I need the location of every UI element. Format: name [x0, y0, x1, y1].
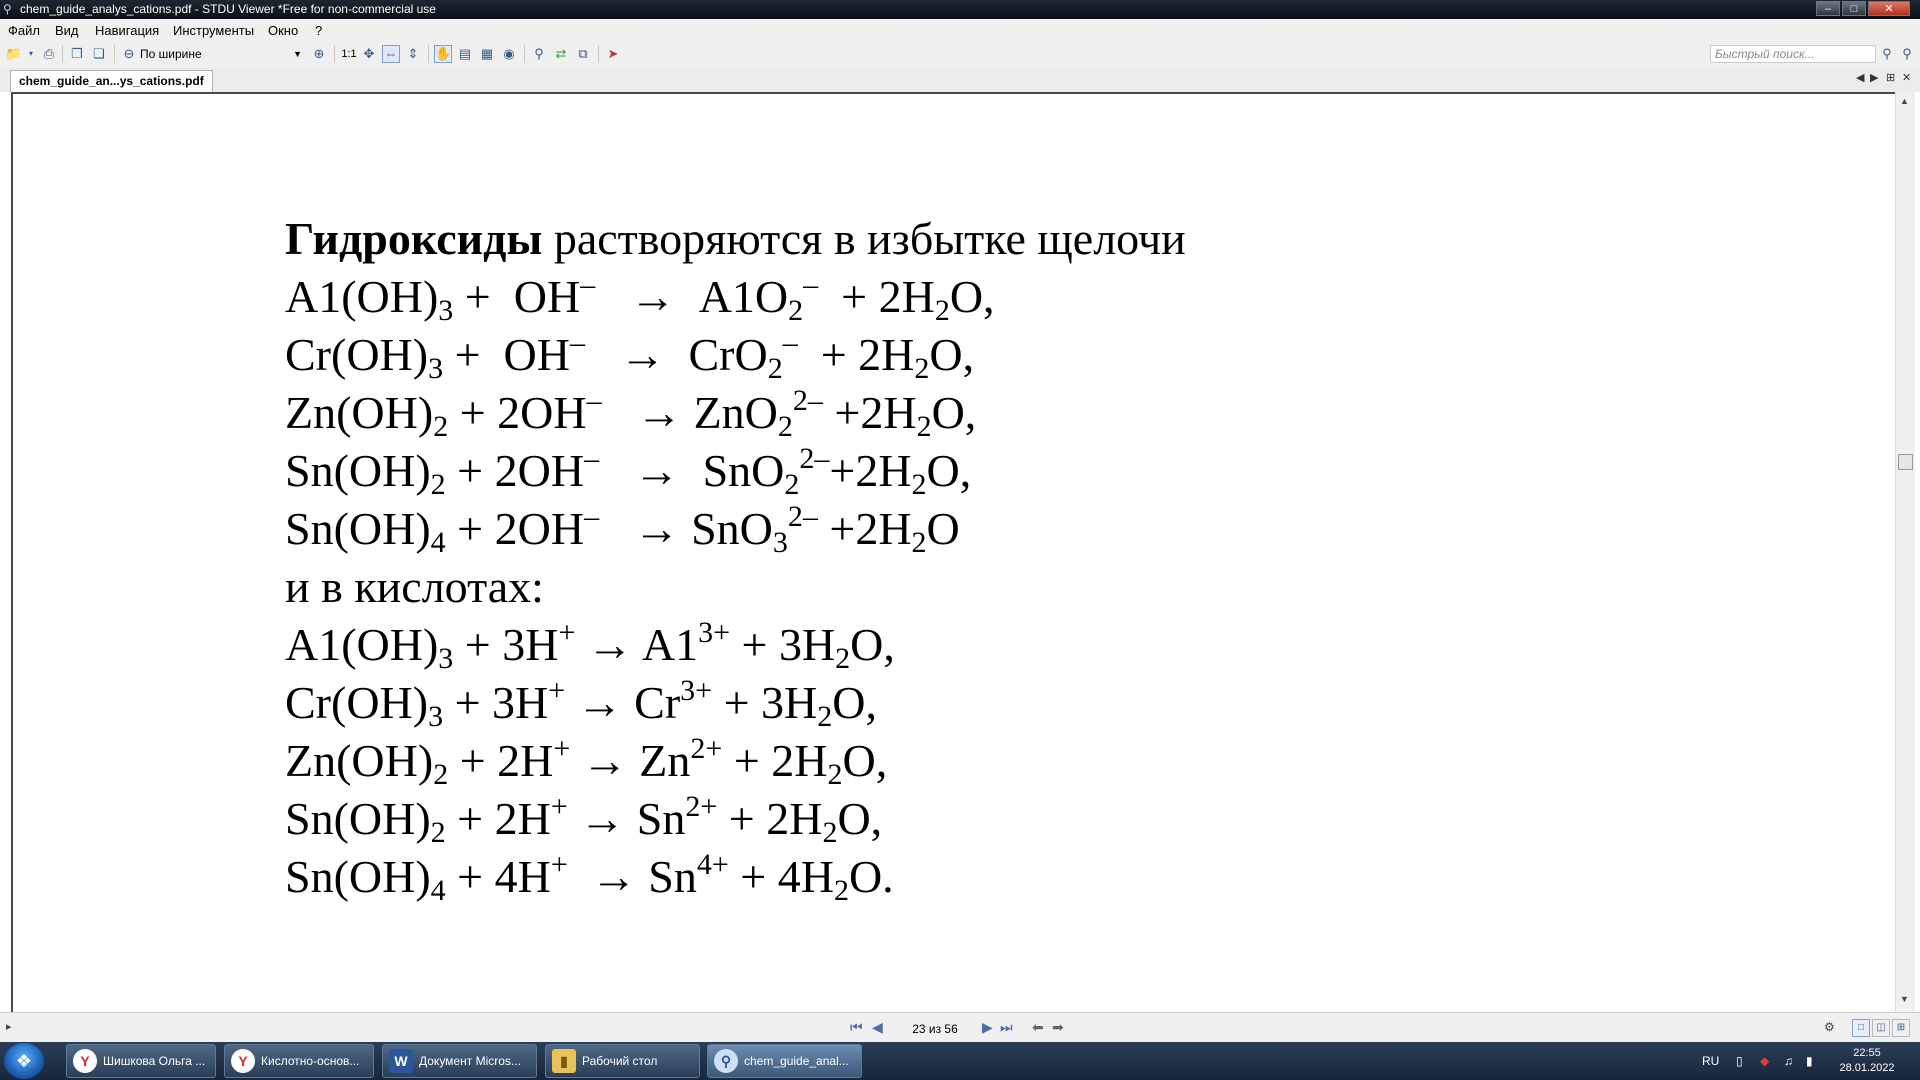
toolbar-separator	[334, 45, 335, 63]
find-icon[interactable]: ⚲	[534, 46, 544, 61]
chevron-down-icon: ▼	[293, 49, 302, 59]
two-page-view-icon[interactable]: ◫	[1872, 1019, 1890, 1037]
heading-bold: Гидроксиды	[285, 213, 543, 264]
equation-line: $Zn(OH)_2 + 2OH^- \to ZnO_2^{2-} +2H_2O$,	[285, 384, 977, 443]
menu-bar	[0, 19, 1920, 41]
volume-icon[interactable]: ♫	[1784, 1054, 1793, 1068]
fit-height-icon[interactable]: ⇕	[407, 46, 419, 61]
scroll-down-icon[interactable]: ▼	[1900, 994, 1909, 1004]
zoom-in-icon[interactable]: ⊕	[313, 46, 325, 61]
history-forward-icon[interactable]: ➡	[1052, 1019, 1064, 1035]
toolbar-separator	[598, 45, 599, 63]
zoom-mode-select[interactable]	[140, 45, 304, 63]
word-icon: W	[389, 1049, 413, 1073]
tab-scroll-right-icon[interactable]: ▶	[1870, 72, 1879, 84]
actual-size-button[interactable]: 1:1	[341, 48, 357, 60]
paste-page-icon[interactable]: ❏	[93, 46, 105, 61]
folder-icon: ▮	[552, 1049, 576, 1073]
heading-line	[285, 210, 1186, 268]
equation-line: $Sn(OH)_4 + 4H^+ \to Sn^{4+} + 4H_2O$.	[285, 848, 894, 907]
app-icon: ⚲	[3, 2, 12, 16]
equation-line: $Sn(OH)_4 + 2OH^- \to SnO_3^{2-} +2H_2O$	[285, 500, 960, 559]
toolbar-separator	[428, 45, 429, 63]
stdu-viewer-icon: ⚲	[714, 1049, 738, 1073]
yandex-browser-icon: Y	[231, 1049, 255, 1073]
fit-page-icon[interactable]: ✥	[363, 46, 375, 61]
toolbar-separator	[62, 45, 63, 63]
menu-file[interactable]: Файл	[8, 23, 40, 38]
open-folder-icon[interactable]: 📁	[5, 46, 23, 61]
print-icon[interactable]: ⎙	[43, 46, 55, 61]
search-prev-icon[interactable]: ⚲	[1882, 46, 1892, 61]
equation-line: $A1(OH)_3 + OH^- \to A1O_2^- + 2H_2O$,	[285, 268, 995, 327]
taskbar-item[interactable]	[224, 1044, 374, 1078]
menu-tools[interactable]: Инструменты	[173, 23, 255, 38]
text-select-icon[interactable]: ▤	[458, 46, 472, 61]
equation-line: $Sn(OH)_2 + 2H^+ \to Sn^{2+} + 2H_2O$,	[285, 790, 883, 849]
prev-page-icon[interactable]: ◀	[872, 1019, 883, 1035]
toolbar-separator	[524, 45, 525, 63]
tab-close-icon[interactable]: ✕	[1902, 72, 1912, 84]
open-dropdown-icon[interactable]: ▾	[28, 49, 33, 58]
image-select-icon[interactable]: ▦	[480, 46, 494, 61]
pages-icon[interactable]: ⧉	[578, 46, 588, 61]
search-next-icon[interactable]: ⚲	[1902, 46, 1912, 61]
taskbar-item-label: Кислотно-основ...	[261, 1054, 360, 1068]
settings-icon[interactable]: ⚙	[1824, 1020, 1835, 1034]
equation-line: $Zn(OH)_2 + 2H^+ \to Zn^{2+} + 2H_2O$,	[285, 732, 888, 791]
maximize-button[interactable]: □	[1842, 1, 1866, 16]
tab-strip	[0, 67, 1920, 92]
equation-line: $Cr(OH)_3 + OH^- \to CrO_2^- + 2H_2O$,	[285, 326, 975, 385]
bookmark-icon[interactable]: ➤	[607, 46, 619, 61]
menu-window[interactable]: Окно	[268, 23, 299, 38]
hand-tool-icon[interactable]: ✋	[435, 46, 452, 61]
scrollbar-thumb[interactable]	[1898, 454, 1913, 470]
taskbar-item[interactable]	[545, 1044, 700, 1078]
snapshot-icon[interactable]: ◉	[503, 46, 515, 61]
taskbar-item-label: chem_guide_anal...	[744, 1054, 849, 1068]
clock[interactable]	[1832, 1046, 1902, 1076]
window-title: chem_guide_analys_cations.pdf - STDU Viewer *Free for non-commercial use	[20, 2, 436, 16]
antivirus-icon[interactable]: ◆	[1760, 1054, 1770, 1068]
last-page-icon[interactable]: ⏭	[1000, 1019, 1013, 1035]
taskbar-item[interactable]	[707, 1044, 862, 1078]
network-icon[interactable]: ▯	[1736, 1054, 1743, 1068]
navigation-bar	[0, 1012, 1920, 1043]
close-button[interactable]: ✕	[1868, 1, 1910, 16]
taskbar-item[interactable]	[66, 1044, 216, 1078]
toolbar	[0, 41, 1920, 68]
tab-document[interactable]: chem_guide_an...ys_cations.pdf	[10, 70, 213, 92]
menu-navigation[interactable]: Навигация	[95, 23, 160, 38]
language-indicator[interactable]: RU	[1702, 1054, 1720, 1068]
taskbar-item[interactable]	[382, 1044, 537, 1078]
equation-line: $A1(OH)_3 + 3H^+ \to A1^{3+} + 3H_2O$,	[285, 616, 895, 675]
taskbar-item-label: Шишкова Ольга ...	[103, 1054, 206, 1068]
equation-line: $Cr(OH)_3 + 3H^+ \to Cr^{3+} + 3H_2O$,	[285, 674, 877, 733]
start-button[interactable]: ❖	[4, 1043, 44, 1079]
tab-list-icon[interactable]: ⊞	[1886, 72, 1896, 84]
page-content	[285, 210, 1186, 906]
single-page-view-icon[interactable]: □	[1852, 1019, 1870, 1037]
history-back-icon[interactable]: ⬅	[1032, 1019, 1044, 1035]
first-page-icon[interactable]: ⏮	[850, 1019, 863, 1035]
panel-toggle-icon[interactable]: ▸	[6, 1021, 12, 1033]
sync-icon[interactable]: ⇄	[555, 46, 567, 61]
minimize-button[interactable]: –	[1816, 1, 1840, 16]
taskbar-item-label: Документ Micros...	[419, 1054, 521, 1068]
continuous-view-icon[interactable]: ⊞	[1892, 1019, 1910, 1037]
acids-heading: и в кислотах:	[285, 561, 544, 612]
yandex-browser-icon: Y	[73, 1049, 97, 1073]
tab-scroll-left-icon[interactable]: ◀	[1856, 72, 1865, 84]
menu-help[interactable]: ?	[315, 23, 323, 38]
clock-time: 22:55	[1853, 1047, 1881, 1059]
zoom-out-icon[interactable]: ⊖	[123, 46, 135, 61]
clock-date: 28.01.2022	[1839, 1062, 1895, 1074]
heading-rest: растворяются в избытке щелочи	[542, 213, 1186, 264]
toolbar-separator	[114, 45, 115, 63]
power-icon[interactable]: ▮	[1806, 1054, 1813, 1068]
fit-width-icon[interactable]: ⇔	[382, 45, 400, 63]
quick-search-input[interactable]: Быстрый поиск...	[1710, 45, 1876, 63]
title-bar	[0, 0, 1920, 19]
next-page-icon[interactable]: ▶	[982, 1019, 993, 1035]
zoom-mode-value: По ширине	[140, 47, 202, 61]
scroll-up-icon[interactable]: ▲	[1900, 96, 1909, 106]
vertical-scrollbar[interactable]	[1895, 92, 1915, 1012]
taskbar-item-label: Рабочий стол	[582, 1054, 658, 1068]
equation-line: $Sn(OH)_2 + 2OH^- \to SnO_2^{2-}+2H_2O$,	[285, 442, 972, 501]
taskbar	[0, 1042, 1920, 1080]
menu-view[interactable]: Вид	[55, 23, 79, 38]
copy-page-icon[interactable]: ❐	[71, 46, 83, 61]
page-counter[interactable]: 23 из 56	[912, 1022, 958, 1036]
